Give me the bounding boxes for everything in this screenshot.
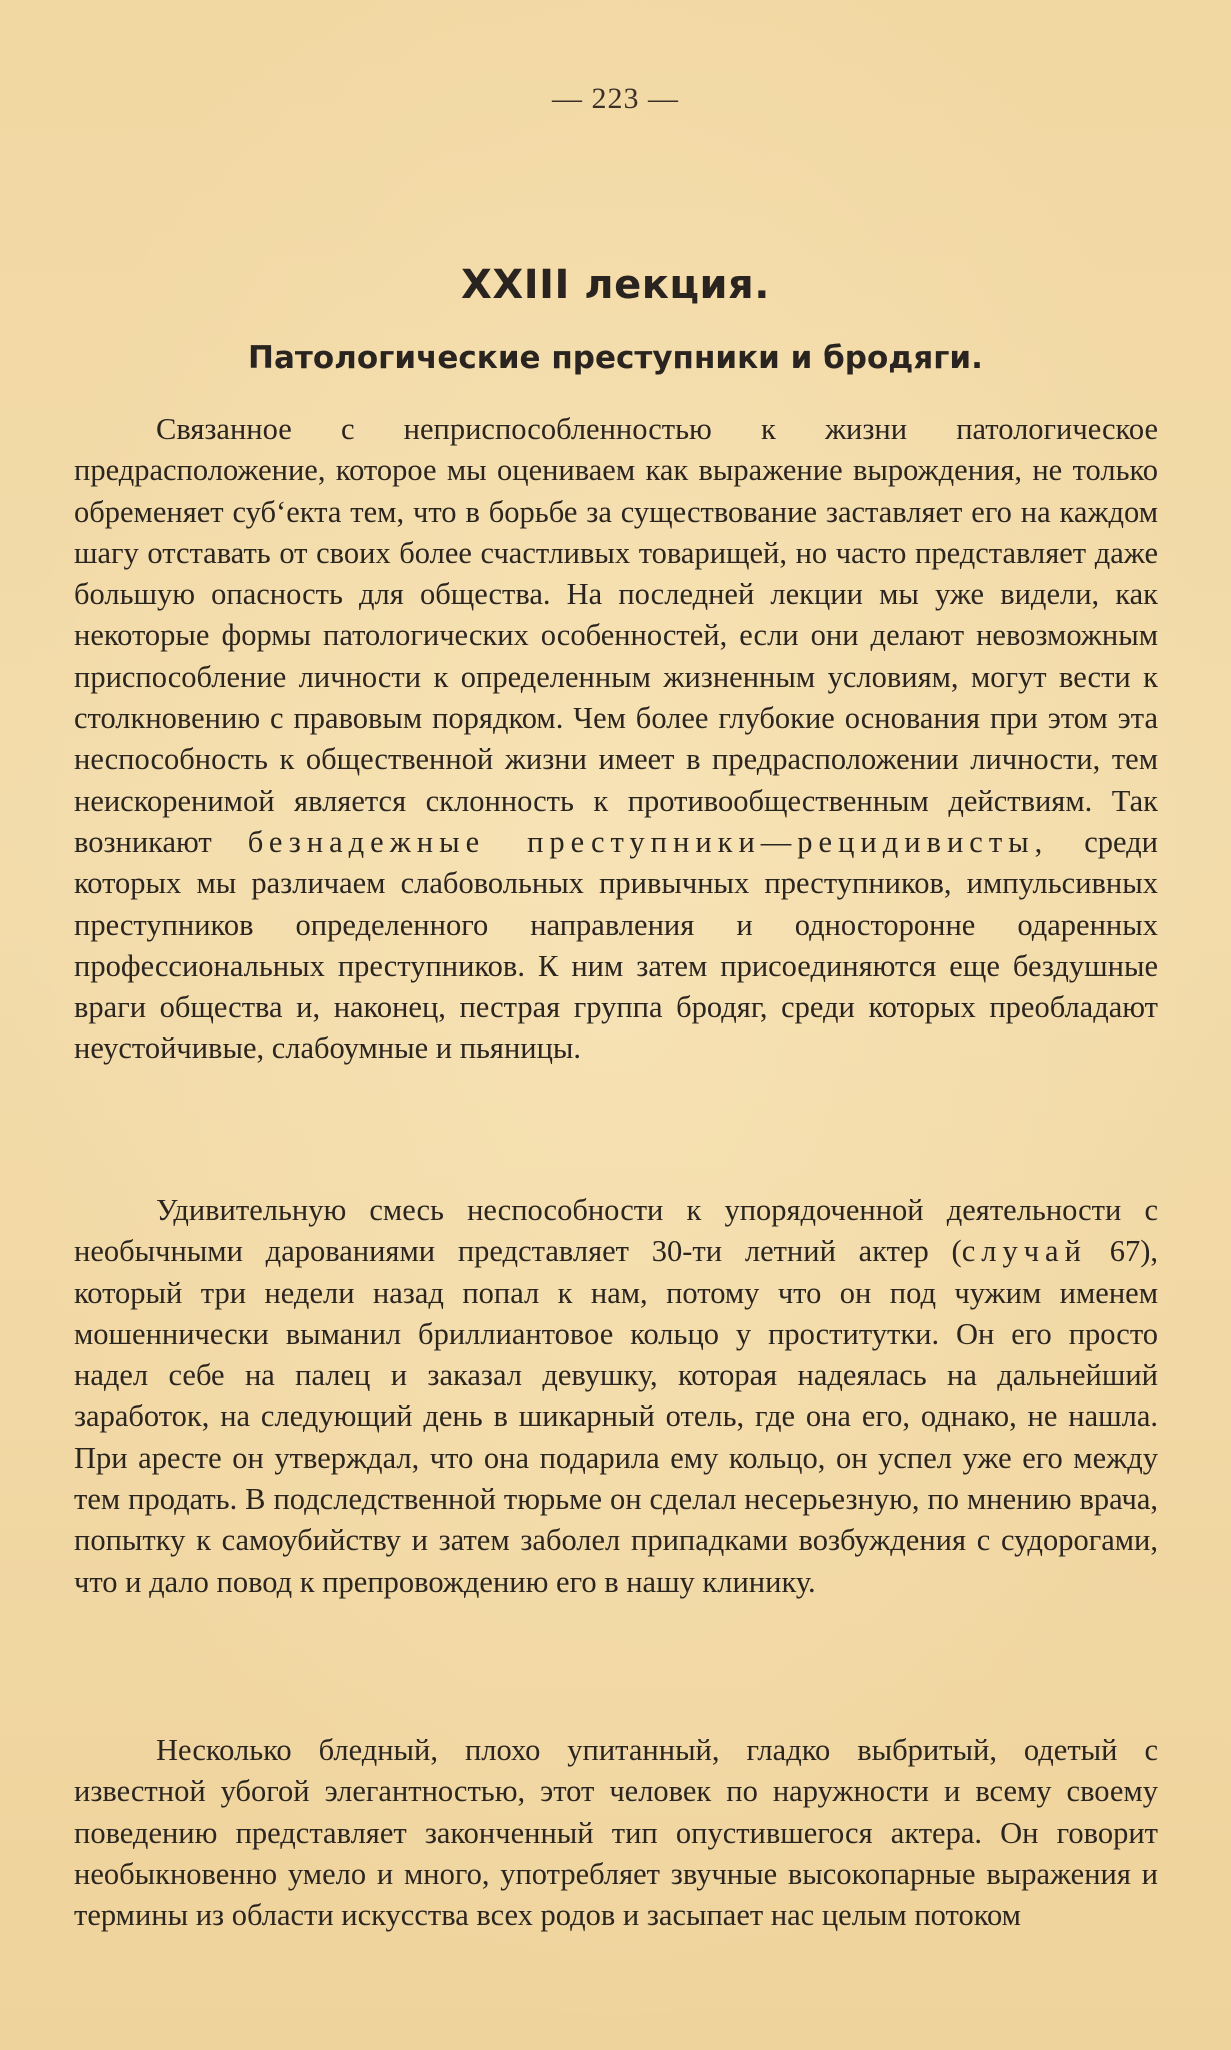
- paragraph-1-spaced-term: безнадежные преступники—рецидивисты,: [247, 824, 1049, 859]
- section-title: Патологические преступники и бродяги.: [248, 340, 983, 376]
- paragraph-3: [74, 1730, 1158, 1936]
- paragraph-3-text: Несколько бледный, плохо упитанный, гладко выбритый, одетый с известной убогой элегантностью, этот человек по наружности и всему своему поведению представляет законченный тип опустившегося актера. Он говорит необыкновенно умело и много, употребляет звучные высокопарные выражения и термины из области искусства всех родов и засыпает нас целым потоком: [74, 1733, 1158, 1933]
- lecture-title: XXIII лекция.: [461, 262, 770, 308]
- paragraph-1: [74, 409, 1158, 1070]
- paragraph-1-text-end: среди которых мы различаем слабовольных привычных преступников, импульсивных преступников определенного направления и односторонне одаренных профессиональных преступников. К ним затем присоединяются еще бездушные враги общества и, наконец, пестрая группа бродяг, среди которых преобладают неустойчивые, слабоумные и пьяницы.: [74, 824, 1158, 1066]
- paragraph-2: [74, 1190, 1158, 1603]
- paragraph-2-spaced-term: случай: [961, 1234, 1087, 1269]
- paragraph-2-text-start: Удивительную смесь неспособности к упорядоченной деятельности с необычными дарованиями представляет 30-ти летний актер (: [74, 1193, 1158, 1269]
- page-number: — 223 —: [552, 82, 679, 115]
- paragraph-2-text-end: 67), который три недели назад попал к нам, потому что он под чужим именем мошеннически выманил бриллиантовое кольцо у проститутки. Он его просто надел себе на палец и заказал девушку, которая надеялась на дальнейший заработок, на следующий день в шикарный отель, где она его, однако, не нашла. При аресте он утверждал, что она подарила ему кольцо, он успел уже его между тем продать. В подследственной тюрьме он сделал несерьезную, по мнению врача, попытку к самоубийству и затем заболел припадками возбуждения с судорогами, что и дало повод к препровождению его в нашу клинику.: [74, 1234, 1158, 1599]
- paragraph-1-text-start: Связанное с неприспособленностью к жизни патологическое предрасположение, которое мы оцениваем как выражение вырождения, не только обременяет суб‘екта тем, что в борьбе за существование заставляет его на каждом шагу отставать от своих более счастливых товарищей, но часто представляет даже большую опасность для общества. На последней лекции мы уже видели, как некоторые формы патологических особенностей, если они делают невозможным приспособление личности к определенным жизненным условиям, могут вести к столкновению с правовым порядком. Чем более глубокие основания при этом эта неспособность к общественной жизни имеет в предрасположении личности, тем неискоренимой является склонность к противообщественным действиям. Так возникают: [74, 412, 1158, 859]
